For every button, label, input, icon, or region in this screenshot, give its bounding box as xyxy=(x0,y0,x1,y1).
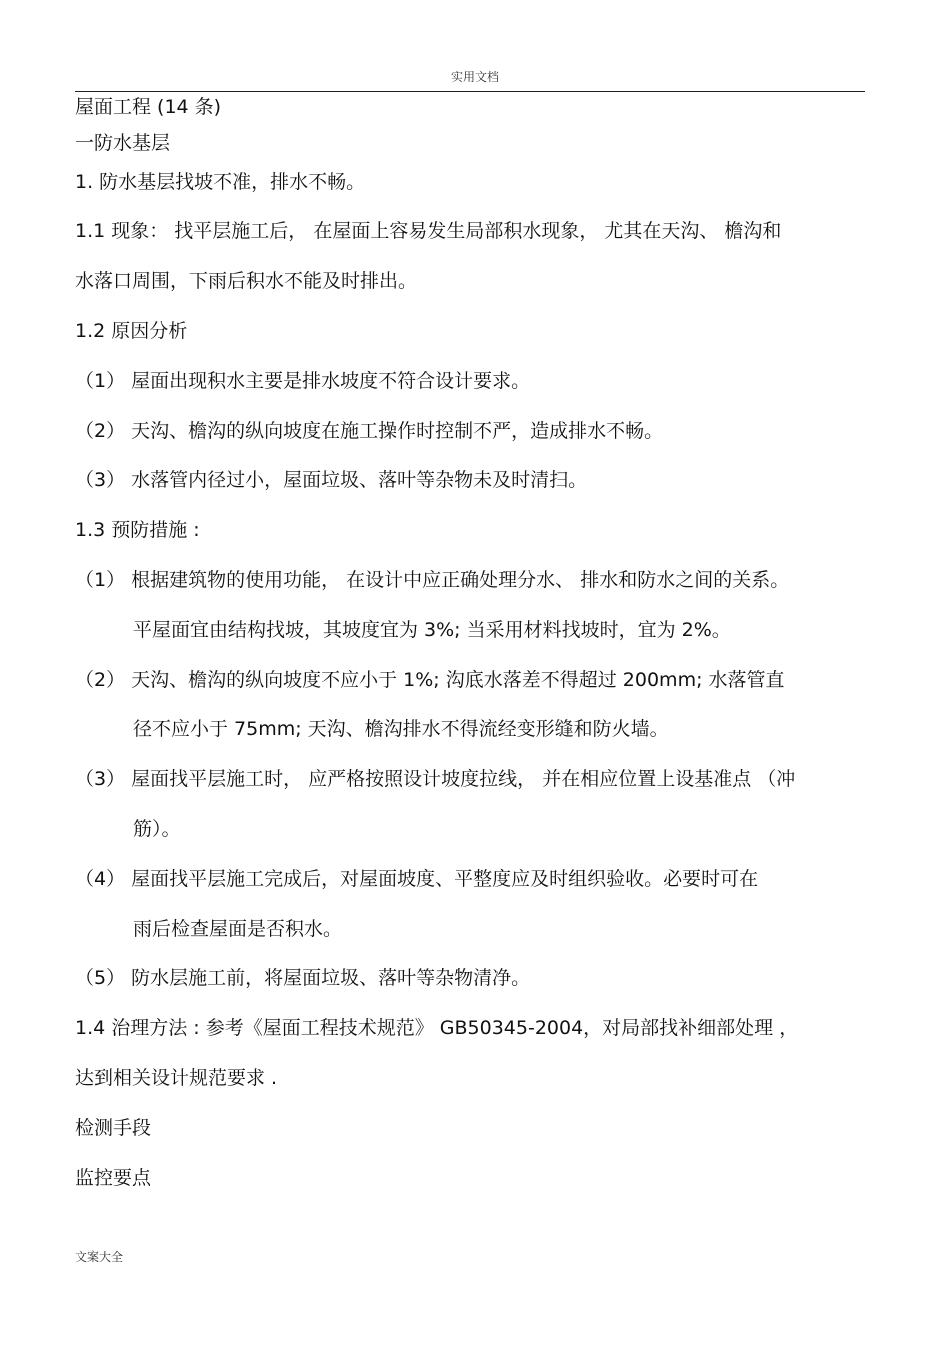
list-item: （1） 屋面出现积水主要是排水坡度不符合设计要求。 xyxy=(75,370,531,392)
paragraph-line: 达到相关设计规范要求 . xyxy=(75,1067,278,1089)
section-label: 检测手段 xyxy=(75,1117,152,1139)
item-heading: 1.2 原因分析 xyxy=(75,320,188,342)
page-header: 实用文档 xyxy=(450,70,499,84)
subsection-title: 一防水基层 xyxy=(75,132,171,154)
list-item: （3） 水落管内径过小，屋面垃圾、落叶等杂物未及时清扫。 xyxy=(75,469,588,491)
paragraph-line: 1.4 治理方法 : 参考《屋面工程技术规范》 GB50345-2004，对局部找补细部处理 ， xyxy=(75,1017,799,1039)
paragraph-line: 水落口周围，下雨后积水不能及时排出。 xyxy=(75,270,418,292)
list-item: （5） 防水层施工前，将屋面垃圾、落叶等杂物清净。 xyxy=(75,967,531,989)
section-label: 监控要点 xyxy=(75,1167,152,1189)
list-item: （2） 天沟、檐沟的纵向坡度不应小于 1%; 沟底水落差不得超过 200mm; 水落管直 xyxy=(75,669,785,691)
list-item-continuation: 平屋面宜由结构找坡，其坡度宜为 3%; 当采用材料找坡时，宜为 2%。 xyxy=(133,619,731,641)
item-heading: 1.3 预防措施 : xyxy=(75,519,200,541)
list-item: （3） 屋面找平层施工时， 应严格按照设计坡度拉线， 并在相应位置上设基准点 （冲 xyxy=(75,768,796,790)
paragraph-line: 1.1 现象： 找平层施工后， 在屋面上容易发生局部积水现象， 尤其在天沟、 檐沟和 xyxy=(75,220,782,242)
list-item-continuation: 筋）。 xyxy=(133,818,181,840)
item-heading: 1. 防水基层找坡不准，排水不畅。 xyxy=(75,171,366,193)
header-rule xyxy=(75,91,865,92)
list-item-continuation: 径不应小于 75mm; 天沟、檐沟排水不得流经变形缝和防火墙。 xyxy=(133,718,669,740)
list-item: （1） 根据建筑物的使用功能， 在设计中应正确处理分水、 排水和防水之间的关系。 xyxy=(75,569,790,591)
list-item-continuation: 雨后检查屋面是否积水。 xyxy=(133,918,343,940)
section-title: 屋面工程 (14 条) xyxy=(75,96,222,118)
page-footer: 文案大全 xyxy=(75,1250,124,1264)
list-item: （2） 天沟、檐沟的纵向坡度在施工操作时控制不严，造成排水不畅。 xyxy=(75,420,664,442)
list-item: （4） 屋面找平层施工完成后，对屋面坡度、平整度应及时组织验收。必要时可在 xyxy=(75,868,759,890)
